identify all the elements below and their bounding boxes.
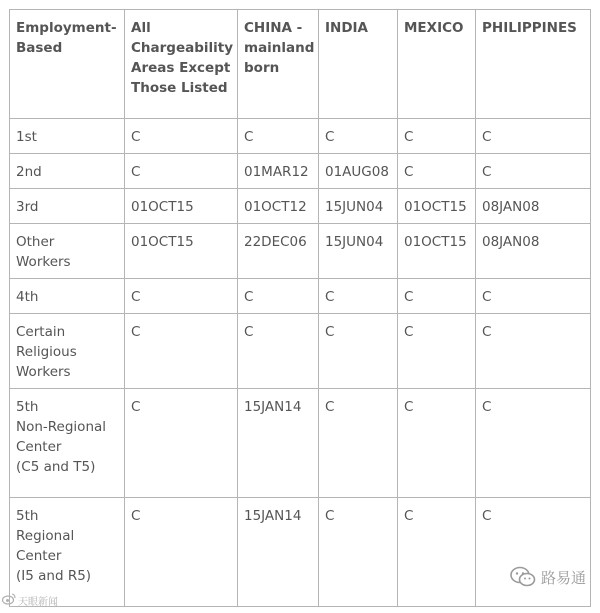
header-employment-based [10,10,125,119]
cutoff-date-cell: C [398,389,476,498]
table-row [10,279,591,314]
cutoff-date-cell: C [476,119,591,154]
header-employment-based-l0: Employment- [16,20,117,36]
cutoff-date-cell: C [319,498,398,607]
cutoff-date-cell: C [476,154,591,189]
cutoff-date-cell: 15JUN04 [319,189,398,224]
row-category-line: 3rd [16,199,39,215]
header-all-chargeability-l0: All [131,20,151,36]
cutoff-date-cell: C [125,389,238,498]
cutoff-date-cell: C [398,154,476,189]
cutoff-date-cell: 01OCT15 [398,189,476,224]
cutoff-date-cell: C [125,314,238,389]
row-category [10,314,125,389]
header-china [238,10,319,119]
cutoff-date-cell: 01OCT15 [398,224,476,279]
cutoff-date-cell: 01MAR12 [238,154,319,189]
cutoff-date-cell: C [398,314,476,389]
weibo-icon [2,593,16,608]
cutoff-date-cell: C [238,119,319,154]
header-employment-based-l1: Based [16,40,63,56]
cutoff-date-cell: C [319,389,398,498]
cutoff-date-cell: C [476,389,591,498]
cutoff-date-cell: C [476,498,591,607]
table-row [10,498,591,607]
header-philippines-l0: PHILIPPINES [482,20,577,36]
table-row [10,314,591,389]
header-all-chargeability [125,10,238,119]
row-category-line: Certain [16,324,66,340]
row-category-line: 5th [16,508,39,524]
row-category [10,279,125,314]
cutoff-date-cell: C [125,119,238,154]
row-category [10,119,125,154]
table-row [10,189,591,224]
cutoff-date-cell: 01OCT15 [125,224,238,279]
header-china-l1: mainland [244,40,315,56]
cutoff-date-cell: C [398,119,476,154]
table-row [10,119,591,154]
cutoff-date-cell: 15JAN14 [238,389,319,498]
row-category [10,224,125,279]
corner-mark [2,593,58,608]
cutoff-date-cell: 01OCT12 [238,189,319,224]
cutoff-date-cell: 15JAN14 [238,498,319,607]
cutoff-date-cell: C [476,279,591,314]
cutoff-date-cell: C [476,314,591,389]
cutoff-date-cell: 01OCT15 [125,189,238,224]
row-category-line: Center [16,439,62,455]
cutoff-date-cell: 22DEC06 [238,224,319,279]
cutoff-date-cell: 01AUG08 [319,154,398,189]
row-category-line: (C5 and T5) [16,459,96,475]
header-china-l0: CHINA - [244,20,303,36]
cutoff-date-cell: C [319,119,398,154]
row-category-line: Other [16,234,55,250]
row-category-line: Religious [16,344,77,360]
header-india [319,10,398,119]
header-india-l0: INDIA [325,20,368,36]
cutoff-date-cell: C [319,314,398,389]
corner-mark-text: 天眼新闻 [18,597,58,608]
row-category-line: 2nd [16,164,42,180]
cutoff-date-cell: C [319,279,398,314]
watermark-text: 路易通 [540,568,586,587]
cutoff-date-cell: 15JUN04 [319,224,398,279]
row-category-line: 5th [16,399,39,415]
cutoff-date-cell: C [238,314,319,389]
row-category-line: Workers [16,254,71,270]
cutoff-date-cell: C [125,154,238,189]
row-category-line: (I5 and R5) [16,568,92,584]
row-category [10,389,125,498]
row-category-line: Workers [16,364,71,380]
row-category-line: Non-Regional [16,419,107,435]
cutoff-date-cell: 08JAN08 [476,224,591,279]
cutoff-date-cell: 08JAN08 [476,189,591,224]
header-all-chargeability-l3: Those Listed [131,80,228,96]
table-row [10,154,591,189]
cutoff-date-cell: C [125,279,238,314]
cutoff-date-cell: C [125,498,238,607]
header-mexico [398,10,476,119]
row-category [10,189,125,224]
table-body [10,119,591,607]
row-category [10,154,125,189]
visa-bulletin-table [9,9,591,607]
header-row [10,10,591,119]
header-all-chargeability-l2: Areas Except [131,60,231,76]
watermark [510,566,586,588]
header-mexico-l0: MEXICO [404,20,464,36]
cutoff-date-cell: C [398,498,476,607]
header-china-l2: born [244,60,280,76]
cutoff-date-cell: C [238,279,319,314]
row-category-line: Center [16,548,62,564]
row-category-line: Regional [16,528,75,544]
cutoff-date-cell: C [398,279,476,314]
row-category-line: 1st [16,129,37,145]
wechat-icon [510,566,536,588]
header-all-chargeability-l1: Chargeability [131,40,234,56]
table-row [10,389,591,498]
row-category [10,498,125,607]
header-philippines [476,10,591,119]
row-category-line: 4th [16,289,39,305]
table-row [10,224,591,279]
